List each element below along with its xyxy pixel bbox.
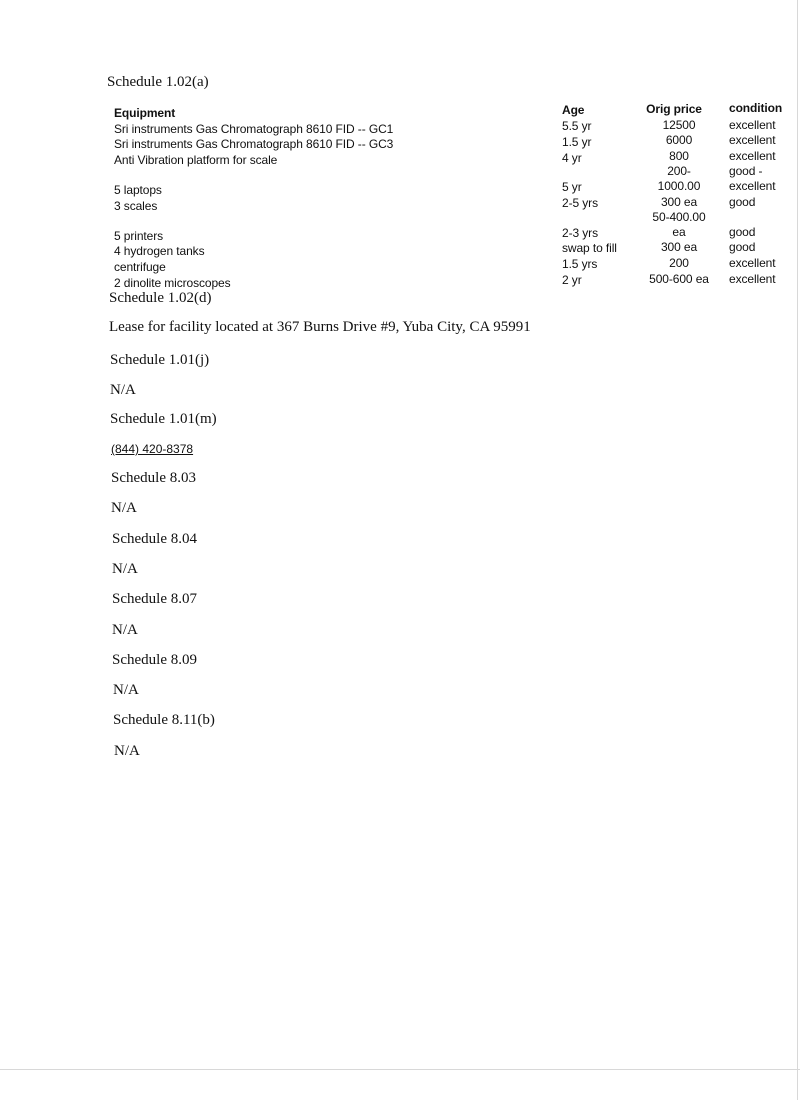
equipment-cell: Anti Vibration platform for scale: [114, 153, 278, 167]
price-cell: 200: [669, 256, 689, 270]
price-cell: 6000: [665, 133, 693, 147]
equipment-cell: Sri instruments Gas Chromatograph 8610 FID -- GC1: [114, 122, 394, 136]
equipment-cell: 2 dinolite microscopes: [114, 276, 231, 290]
price-cell: 300 ea: [660, 240, 698, 254]
age-cell: 5 yr: [562, 180, 582, 194]
page-edge-bottom: [0, 1069, 800, 1070]
price-cell: 800: [669, 149, 689, 163]
age-cell: 2 yr: [562, 273, 582, 287]
equipment-cell: centrifuge: [114, 260, 166, 274]
phone-number: (844) 420-8378: [111, 442, 194, 456]
condition-cell: good: [729, 225, 756, 239]
schedule-102d-title: Schedule 1.02(d): [109, 290, 212, 306]
lease-text: Lease for facility located at 367 Burns Drive #9, Yuba City, CA 95991: [109, 319, 531, 335]
schedule-101j-value: N/A: [110, 382, 136, 398]
condition-cell: excellent: [729, 118, 776, 132]
condition-cell: excellent: [729, 133, 776, 147]
condition-cell: excellent: [729, 149, 776, 163]
schedule-102a-title: Schedule 1.02(a): [107, 74, 209, 90]
schedule-803-title: Schedule 8.03: [111, 470, 196, 486]
schedule-811b-title: Schedule 8.11(b): [113, 712, 215, 728]
page-edge-right: [797, 0, 798, 1100]
price-cell: 1000.00: [657, 179, 701, 193]
price-cell: 50-400.00: [652, 210, 706, 224]
header-age: Age: [562, 103, 585, 117]
equipment-cell: 5 printers: [114, 229, 164, 243]
age-cell: 5.5 yr: [562, 119, 592, 133]
header-price: Orig price: [646, 102, 702, 116]
header-condition: condition: [729, 101, 783, 115]
schedule-807-value: N/A: [112, 622, 138, 638]
schedule-809-value: N/A: [113, 682, 139, 698]
age-cell: 2-5 yrs: [562, 196, 598, 210]
condition-cell: good: [729, 240, 756, 254]
age-cell: 1.5 yr: [562, 135, 592, 149]
age-cell: 4 yr: [562, 151, 582, 165]
condition-cell: excellent: [729, 256, 776, 270]
equipment-cell: 3 scales: [114, 199, 158, 213]
equipment-cell: Sri instruments Gas Chromatograph 8610 FID -- GC3: [114, 137, 394, 151]
schedule-101m-title: Schedule 1.01(m): [110, 411, 217, 427]
condition-cell: good -: [729, 164, 763, 178]
age-cell: swap to fill: [562, 241, 617, 255]
price-cell: 500-600 ea: [649, 272, 709, 286]
schedule-804-title: Schedule 8.04: [112, 531, 197, 547]
age-cell: 2-3 yrs: [562, 226, 598, 240]
schedule-807-title: Schedule 8.07: [112, 591, 197, 607]
condition-cell: excellent: [729, 272, 776, 286]
schedule-811b-value: N/A: [114, 743, 140, 759]
equipment-cell: 5 laptops: [114, 183, 162, 197]
condition-cell: excellent: [729, 179, 776, 193]
header-equipment: Equipment: [114, 106, 176, 120]
price-cell: ea: [672, 225, 686, 239]
schedule-809-title: Schedule 8.09: [112, 652, 197, 668]
schedule-101j-title: Schedule 1.01(j): [110, 352, 210, 368]
equipment-cell: 4 hydrogen tanks: [114, 244, 205, 258]
schedule-804-value: N/A: [112, 561, 138, 577]
price-cell: 300 ea: [660, 195, 698, 209]
price-cell: 200-: [667, 164, 691, 178]
condition-cell: good: [729, 195, 756, 209]
price-cell: 12500: [662, 118, 696, 132]
schedule-803-value: N/A: [111, 500, 137, 516]
age-cell: 1.5 yrs: [562, 257, 598, 271]
